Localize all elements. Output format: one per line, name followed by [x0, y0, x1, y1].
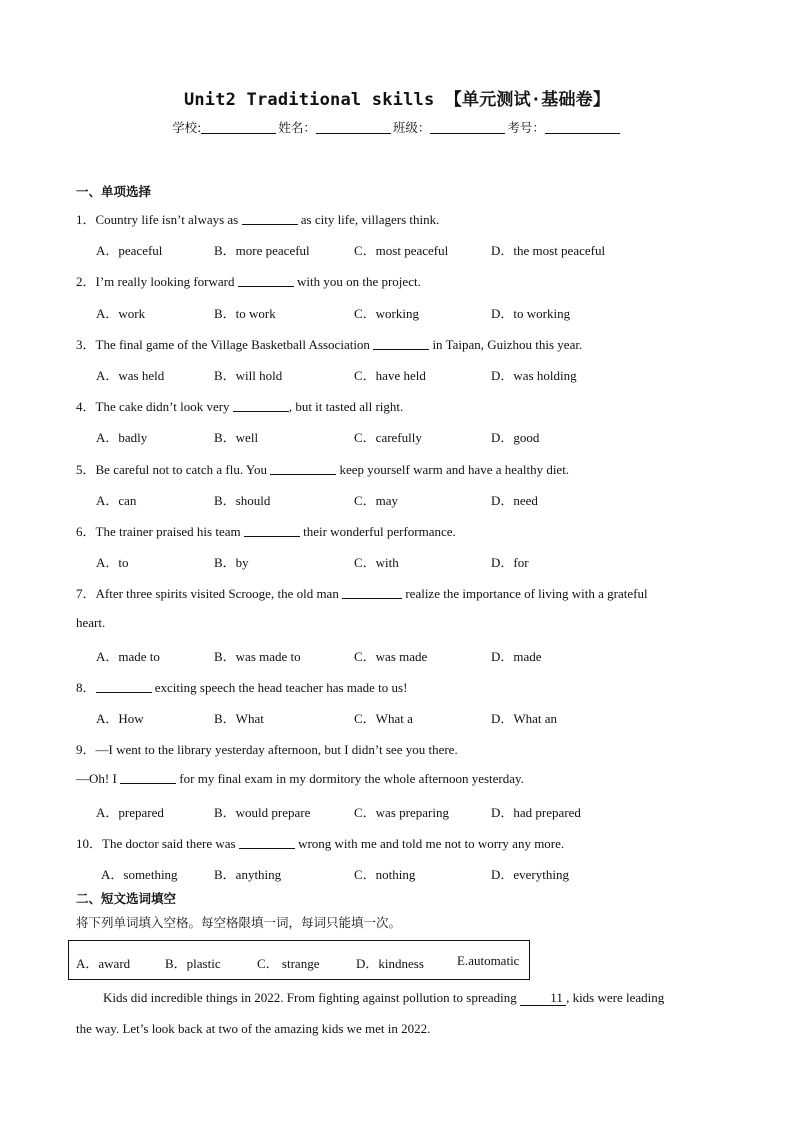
- question-10: 10．The doctor said there was wrong with me and told me not to worry any more.: [76, 836, 565, 851]
- option-d: D．made: [491, 649, 542, 664]
- option-a: A．to: [96, 555, 129, 570]
- passage-blank-11: 11: [520, 991, 566, 1006]
- option-b: B．to work: [214, 306, 276, 321]
- option-c: C．What a: [354, 711, 413, 726]
- option-c: C．may: [354, 493, 399, 508]
- option-d: D．need: [491, 493, 538, 508]
- question-9-line-2: —Oh! I for my final exam in my dormitory the whole afternoon yesterday.: [76, 771, 524, 786]
- option-b: B．will hold: [214, 368, 283, 383]
- option-b: B．well: [214, 430, 259, 445]
- option-b: B．by: [214, 555, 249, 570]
- question-2: 2．I’m really looking forward with you on the project.: [76, 274, 421, 289]
- answer-blank: [244, 524, 300, 537]
- option-a: A．can: [96, 493, 137, 508]
- option-d: D．for: [491, 555, 529, 570]
- option-d: D．good: [491, 430, 540, 445]
- question-7: 7．After three spirits visited Scrooge, the old man realize the importance of living with a grateful: [76, 586, 648, 601]
- option-a: A．peaceful: [96, 243, 163, 258]
- name-blank: [316, 120, 391, 134]
- number-label: 考号：: [507, 120, 545, 135]
- option-d: D．to working: [491, 306, 571, 321]
- name-label: 姓名：: [278, 120, 316, 135]
- question-5: 5．Be careful not to catch a flu. You keep yourself warm and have a healthy diet.: [76, 462, 570, 477]
- option-d: D．What an: [491, 711, 558, 726]
- word-option: A．award: [76, 956, 131, 971]
- question-7-continuation: heart.: [76, 615, 106, 630]
- answer-blank: [96, 680, 152, 693]
- word-bank-box: [68, 940, 530, 980]
- answer-blank: [270, 462, 336, 475]
- option-c: C．was preparing: [354, 805, 449, 820]
- option-a: A．prepared: [96, 805, 164, 820]
- school-blank: [201, 120, 276, 134]
- option-c: C．working: [354, 306, 420, 321]
- option-a: A．How: [96, 711, 144, 726]
- section-1-title: 一、单项选择: [76, 184, 152, 199]
- answer-blank: [373, 337, 429, 350]
- word-option: E.automatic: [457, 953, 520, 968]
- answer-blank: [242, 212, 298, 225]
- answer-blank: [342, 586, 402, 599]
- number-blank: [545, 120, 620, 134]
- question-6: 6．The trainer praised his team their wonderful performance.: [76, 524, 456, 539]
- option-a: A．something: [101, 867, 178, 882]
- option-a: A．was held: [96, 368, 165, 383]
- word-option: C． strange: [257, 956, 320, 971]
- question-9: 9．—I went to the library yesterday afternoon, but I didn’t see you there.: [76, 742, 458, 757]
- option-b: B．What: [214, 711, 264, 726]
- option-b: B．should: [214, 493, 271, 508]
- answer-blank: [233, 399, 289, 412]
- option-c: C．was made: [354, 649, 428, 664]
- option-c: C．nothing: [354, 867, 416, 882]
- question-4: 4．The cake didn’t look very , but it tasted all right.: [76, 399, 404, 414]
- option-c: C．most peaceful: [354, 243, 449, 258]
- section-2-title: 二、短文选词填空: [76, 891, 177, 906]
- word-option: B．plastic: [165, 956, 221, 971]
- answer-blank: [239, 836, 295, 849]
- passage-paragraph: Kids did incredible things in 2022. From fighting against pollution to spreading 11 , kids were leading the way. Let’s look back at two of the amazing kids we met in 2022.: [76, 990, 665, 1036]
- class-blank: [430, 120, 505, 134]
- option-d: D．the most peaceful: [491, 243, 606, 258]
- option-c: C．carefully: [354, 430, 422, 445]
- option-b: B．more peaceful: [214, 243, 310, 258]
- question-8: 8． exciting speech the head teacher has made to us!: [76, 680, 408, 695]
- option-a: A．made to: [96, 649, 160, 664]
- section-2-instruction: 将下列单词填入空格。每空格限填一词，每词只能填一次。: [76, 915, 402, 930]
- option-d: D．had prepared: [491, 805, 581, 820]
- option-a: A．work: [96, 306, 146, 321]
- question-3: 3．The final game of the Village Basketball Association in Taipan, Guizhou this year.: [76, 337, 583, 352]
- option-b: B．anything: [214, 867, 282, 882]
- option-c: C．have held: [354, 368, 426, 383]
- answer-blank: [238, 274, 294, 287]
- option-b: B．was made to: [214, 649, 301, 664]
- question-1: 1．Country life isn’t always as as city life, villagers think.: [76, 212, 440, 227]
- option-b: B．would prepare: [214, 805, 311, 820]
- page-title: Unit2 Traditional skills 【单元测试·基础卷】: [183, 90, 611, 110]
- answer-blank: [120, 771, 176, 784]
- option-d: D．was holding: [491, 368, 577, 383]
- option-d: D．everything: [491, 867, 569, 882]
- word-option: D．kindness: [356, 956, 424, 971]
- student-info-line: [0, 118, 794, 136]
- class-label: 班级：: [392, 120, 431, 135]
- option-c: C．with: [354, 555, 399, 570]
- option-a: A．badly: [96, 430, 148, 445]
- school-label: 学校:: [172, 120, 202, 135]
